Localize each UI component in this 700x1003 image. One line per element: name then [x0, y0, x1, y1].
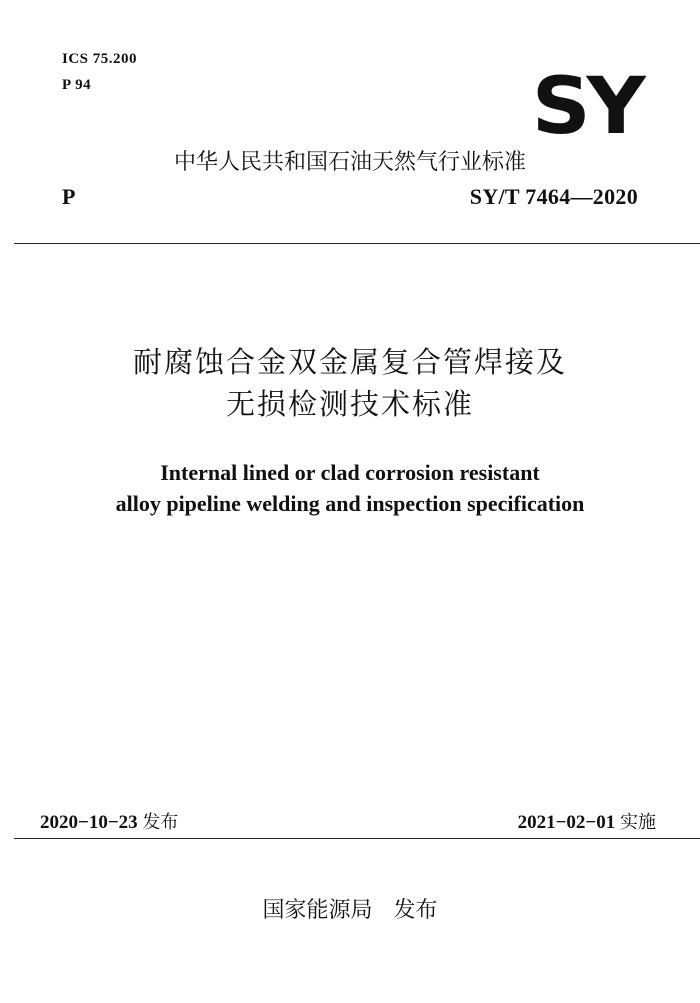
bottom-divider — [14, 838, 700, 839]
classification-code: P 94 — [62, 77, 92, 93]
top-divider — [14, 243, 700, 244]
issue-date — [40, 808, 178, 834]
english-title-line-2: alloy pipeline welding and inspection specification — [115, 491, 585, 516]
class-letter: P — [62, 184, 76, 209]
issue-date-value: 2020−10−23 — [40, 812, 138, 833]
sy-logo: SY — [532, 62, 642, 152]
implementation-date-value: 2021−02−01 — [517, 812, 616, 833]
implementation-date-label: 实施 — [620, 812, 656, 833]
standard-number: SY/T 7464—2020 — [469, 184, 638, 209]
ics-code: ICS 75.200 — [62, 51, 138, 67]
implementation-date — [518, 808, 656, 834]
organization-title: 中华人民共和国石油天然气行业标准 — [173, 150, 526, 175]
issuer — [0, 893, 700, 924]
chinese-title-line-2: 无损检测技术标准 — [225, 387, 474, 421]
chinese-title-line-1: 耐腐蚀合金双金属复合管焊接及 — [132, 345, 567, 379]
issuer-label: 发布 — [393, 898, 438, 923]
issuer-name: 国家能源局 — [262, 898, 373, 923]
issue-date-label: 发布 — [142, 812, 179, 833]
english-title-line-1: Internal lined or clad corrosion resistant — [160, 460, 540, 485]
